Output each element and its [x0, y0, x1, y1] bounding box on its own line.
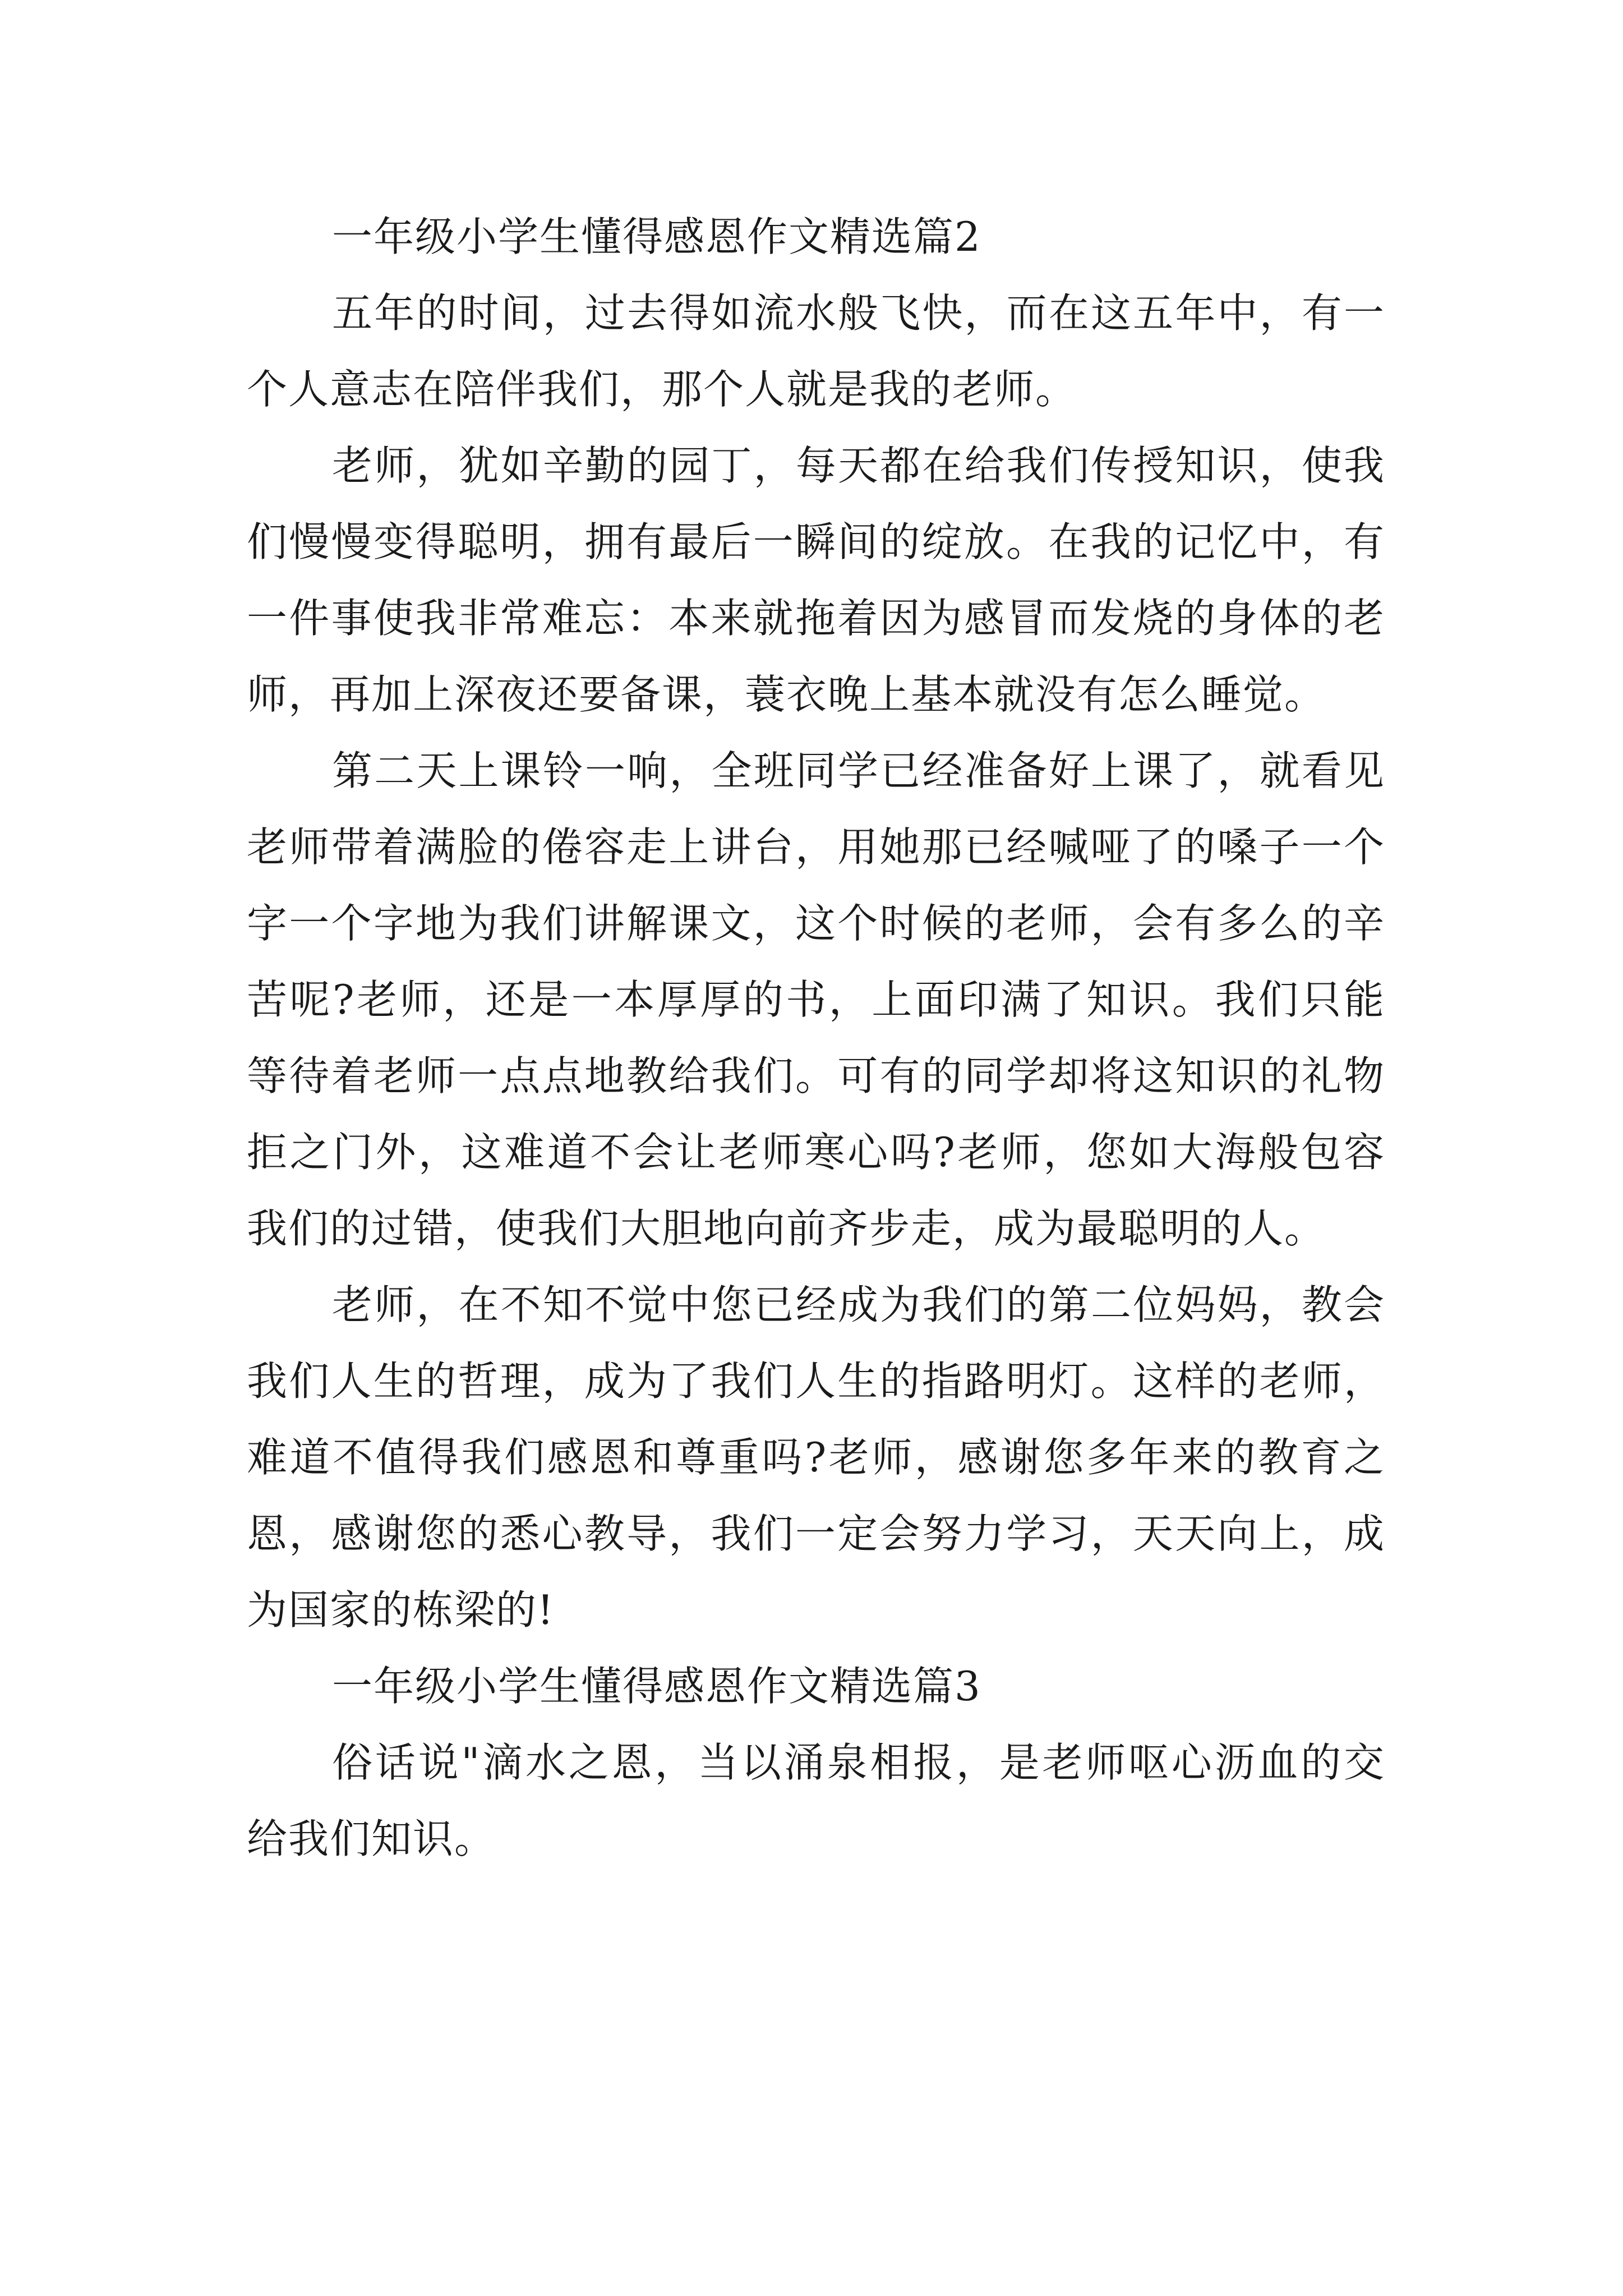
- paragraph: 五年的时间，过去得如流水般飞快，而在这五年中，有一个人意志在陪伴我们，那个人就是我的老师。: [247, 289, 1385, 413]
- section-heading-2: 一年级小学生懂得感恩作文精选篇2: [332, 213, 981, 260]
- document-body: [247, 199, 1385, 1877]
- paragraph: 俗话说"滴水之恩，当以涌泉相报，是老师呕心沥血的交给我们知识。: [247, 1739, 1385, 1862]
- paragraph: 老师，犹如辛勤的园丁，每天都在给我们传授知识，使我们慢慢变得聪明，拥有最后一瞬间的绽放。在我的记忆中，有一件事使我非常难忘：本来就拖着因为感冒而发烧的身体的老师，再加上深夜还要备课，蓑衣晚上基本就没有怎么睡觉。: [247, 442, 1385, 718]
- paragraph: 第二天上课铃一响，全班同学已经准备好上课了，就看见老师带着满脸的倦容走上讲台，用她那已经喊哑了的嗓子一个字一个字地为我们讲解课文，这个时候的老师，会有多么的辛苦呢?老师，还是一本厚厚的书，上面印满了知识。我们只能等待着老师一点点地教给我们。可有的同学却将这知识的礼物拒之门外，这难道不会让老师寒心吗?老师，您如大海般包容我们的过错，使我们大胆地向前齐步走，成为最聪明的人。: [247, 747, 1385, 1252]
- section-heading-3: 一年级小学生懂得感恩作文精选篇3: [332, 1663, 981, 1710]
- paragraph: 老师，在不知不觉中您已经成为我们的第二位妈妈，教会我们人生的哲理，成为了我们人生的指路明灯。这样的老师，难道不值得我们感恩和尊重吗?老师，感谢您多年来的教育之恩，感谢您的悉心教导，我们一定会努力学习，天天向上，成为国家的栋梁的!: [247, 1281, 1385, 1634]
